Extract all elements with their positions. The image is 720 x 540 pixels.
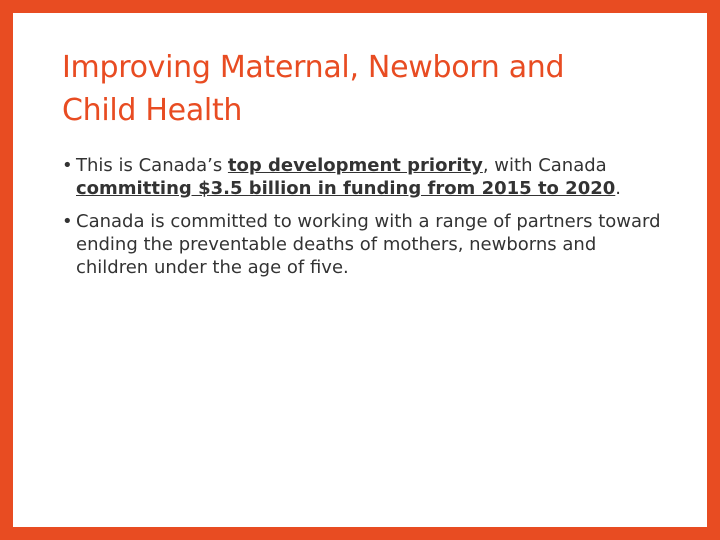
- bullet-text: , with Canada: [482, 155, 607, 176]
- bullet-marker: •: [62, 155, 73, 176]
- emphasized-text: committing $3.5 billion in funding from 2015 to 2020: [76, 178, 616, 199]
- emphasized-text: top development priority: [227, 155, 483, 176]
- slide-title-line-1: Improving Maternal, Newborn and: [62, 50, 565, 85]
- slide-title: [62, 46, 662, 132]
- bullet-marker: •: [62, 211, 73, 232]
- bullet-item: [62, 210, 662, 279]
- bullet-item: [62, 154, 662, 200]
- bullet-text: .: [615, 178, 622, 199]
- bullet-text: This is Canada’s: [76, 155, 228, 176]
- bullet-list: [62, 154, 662, 289]
- slide-title-line-2: Child Health: [62, 93, 243, 128]
- bullet-text: Canada is committed to working with a range of partners toward ending the preventable deaths of mothers, newborns and children under the age of five.: [76, 211, 661, 278]
